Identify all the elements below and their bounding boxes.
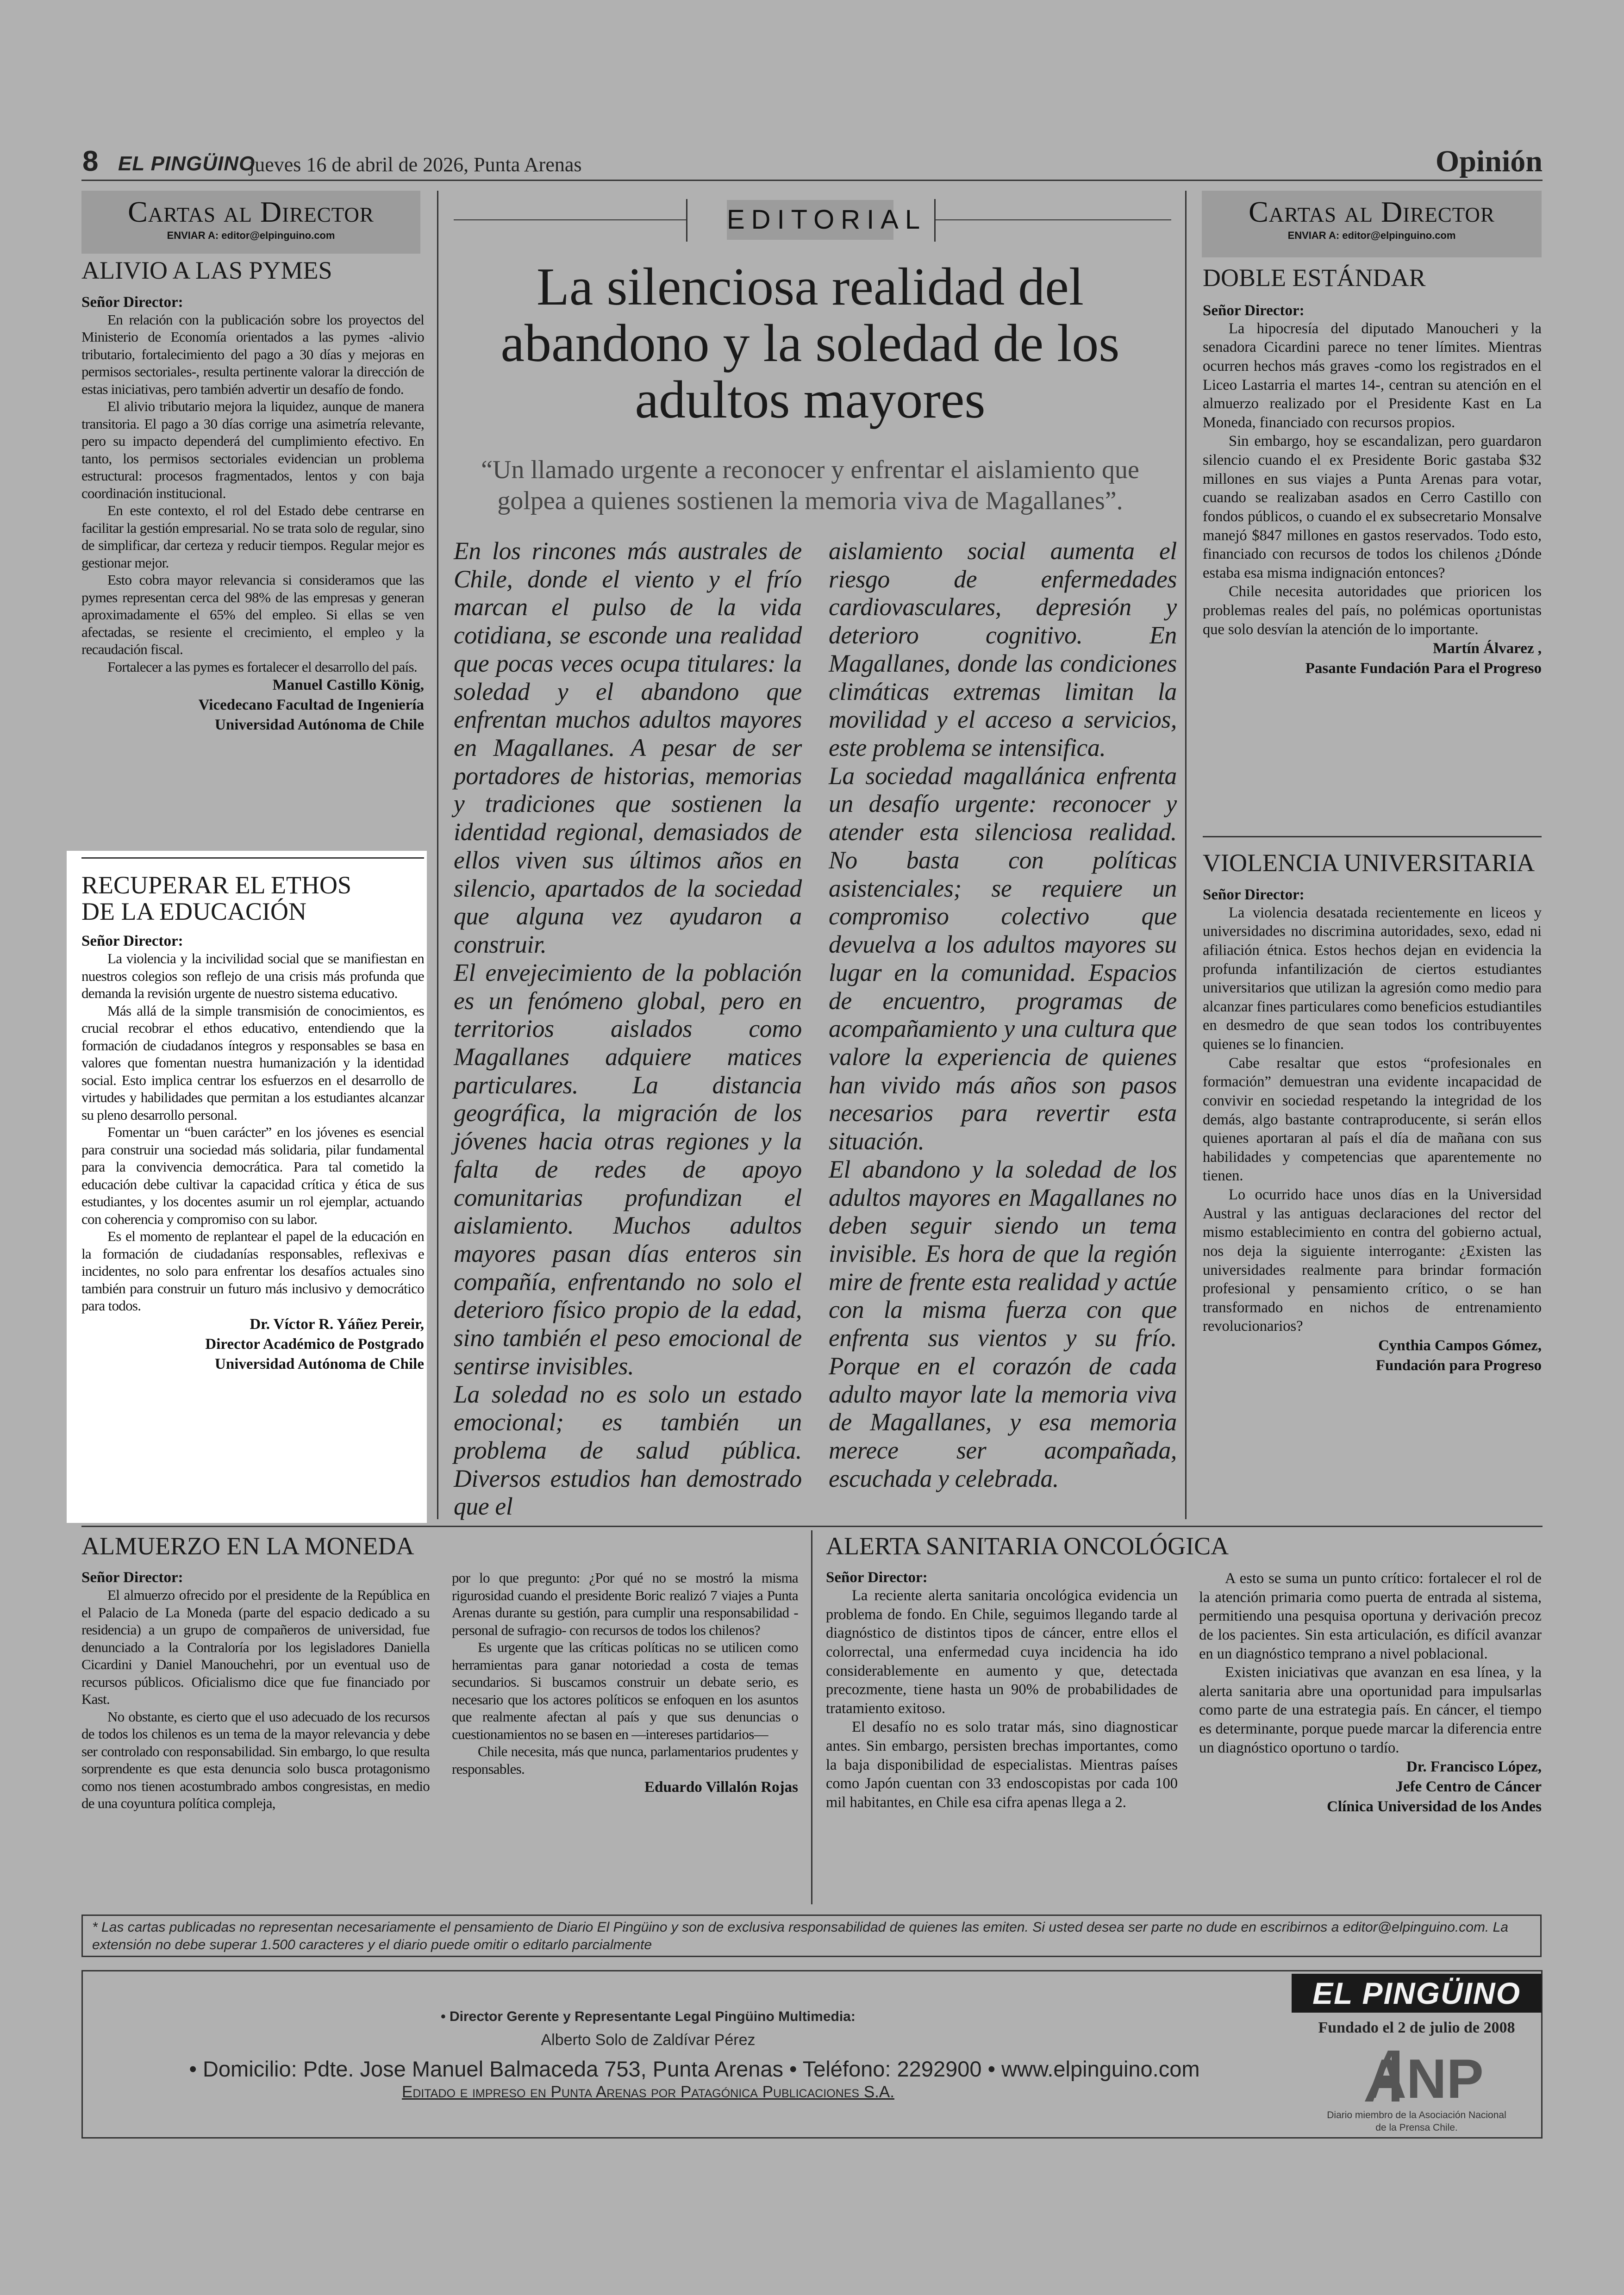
paragraph: El alivio tributario mejora la liquidez, aunque de manera transitoria. El pago a 30 días corrige una asimetría relevante, pero su impacto dependerá del cumplimiento efectivo. En tanto, los permisos sectoriales evidencian un problema estructural: procesos fragmentados, lentos y con baja coordinación institucional. — [81, 398, 424, 501]
letter-salutation: Señor Director: — [1203, 302, 1305, 319]
letter-almuerzo-col2 — [452, 1569, 798, 1797]
paragraph: por lo que pregunto: ¿Por qué no se mostró la misma rigurosidad cuando el presidente Boric realizó 7 viajes a Punta Arenas durante su gestión, para cumplir una responsabilidad -personal de sufragio- con recursos de todos los chilenos? — [452, 1570, 798, 1638]
cartas-title: Cartas al Director — [128, 195, 374, 228]
editorial-subtitle: “Un llamado urgente a reconocer y enfrentar el aislamiento que golpea a quienes sostienen la memoria viva de Magallanes”. — [481, 455, 1139, 516]
letter-title-almuerzo: ALMUERZO EN LA MONEDA — [81, 1532, 414, 1560]
signature-line: Director Académico de Postgrado — [205, 1335, 424, 1353]
signature-line: Dr. Francisco López, — [1406, 1759, 1542, 1776]
editorial-label: EDITORIAL — [727, 200, 893, 240]
letter-salutation: Señor Director: — [81, 1569, 183, 1586]
anp-caption: Diario miembro de la Asociación Nacional de la Prensa Chile. — [1327, 2110, 1506, 2133]
paragraph: Existen iniciativas que avanzan en esa línea, y la alerta sanitaria abre una oportunidad para impulsarlas como parte de una estrategia país. En cáncer, el tiempo es determinante, porque puede marcar la diferencia entre un diagnóstico oportuno o tardío. — [1199, 1664, 1542, 1756]
letter-title-alerta: ALERTA SANITARIA ONCOLÓGICA — [826, 1532, 1229, 1560]
editorial-column-1 — [454, 537, 802, 1521]
paragraph: En este contexto, el rol del Estado debe centrarse en facilitar la gestión empresarial. No se trata solo de regular, sino de simplificar, dar certeza y reducir tiempos. Regular mejor es gestionar mejor. — [81, 502, 424, 571]
paragraph: Es urgente que las críticas políticas no se utilicen como herramientas para ganar notoriedad a costa de temas secundarios. Si buscamos construir un debate serio, es necesario que los actores políticos se enfoquen en los asuntos que realmente afectan al país y que sus denuncias o cuestionamientos no se basen en —intereses partidarios— — [452, 1639, 798, 1742]
editorial-rule-right — [935, 219, 1171, 220]
paragraph: La violencia y la incivilidad social que se manifiestan en nuestros colegios son reflejo de una crisis más profunda que demanda la revisión urgente de nuestro sistema educativo. — [81, 950, 424, 1002]
header-rule — [81, 180, 1543, 181]
letter-title: ALIVIO A LAS PYMES — [81, 256, 332, 284]
paragraph: Más allá de la simple transmisión de conocimientos, es crucial recobrar el ethos educativo, entendiendo que la formación de ciudadanos íntegros y responsables se basa en valores que fomentan nuestra humanización y la identidad social. Esto implica centrar los esfuerzos en el desarrollo de virtudes y habilidades que permitan a los estudiantes alcanzar su pleno desarrollo personal. — [81, 1002, 424, 1123]
section-title: Opinión — [1435, 144, 1543, 178]
letter-body — [1203, 319, 1542, 639]
paragraph: La reciente alerta sanitaria oncológica evidencia un problema de fondo. En Chile, seguimos llegando tarde al diagnóstico de distintos tipos de cáncer, entre ellos el colorrectal, una enfermedad cuya incidencia ha ido considerablemente en aumento y que, detectada precozmente, tiene hasta un 90% de probabilidades de tratamiento exitoso. — [826, 1587, 1178, 1717]
signature-line: Eduardo Villalón Rojas — [644, 1779, 798, 1796]
letter-alerta-col1 — [826, 1569, 1178, 1812]
column-separator — [811, 1530, 812, 1904]
cartas-send-to[interactable]: ENVIAR A: editor@elpinguino.com — [1287, 230, 1456, 241]
paragraph: El desafío no es solo tratar más, sino diagnosticar antes. Sin embargo, persisten brechas importantes, como la baja disponibilidad de especialistas. Mientras países como Japón cuentan con 33 endoscopistas por cada 100 mil habitantes, en Chile esa cifra apenas llega a 2. — [826, 1719, 1178, 1811]
letter-signature — [1199, 1757, 1542, 1817]
anp-logo-text: ANP — [1366, 2048, 1484, 2106]
editorial-column-2 — [829, 537, 1177, 1492]
letter-signature — [81, 1315, 424, 1374]
signature-line: Vicedecano Facultad de Ingeniería — [198, 697, 424, 714]
editorial-rule-tick — [686, 199, 687, 242]
letter-title: VIOLENCIA UNIVERSITARIA — [1203, 849, 1535, 877]
letter-body — [826, 1586, 1178, 1812]
cartas-title: Cartas al Director — [1249, 195, 1495, 228]
divider — [81, 857, 424, 859]
letter-signature — [1203, 639, 1542, 679]
letter-signature — [452, 1777, 798, 1797]
letter-violencia — [1203, 850, 1542, 1376]
column-separator — [437, 191, 438, 1519]
editorial-rule-tick — [934, 199, 936, 242]
printed-by: Editado e impreso en Punta Arenas por Patagónica Publicaciones S.A. — [402, 2083, 894, 2101]
column-separator — [1185, 191, 1187, 1519]
letter-body — [81, 311, 424, 676]
paragraph: En los rincones más australes de Chile, donde el viento y el frío marcan el pulso de la vida cotidiana, se esconde una realidad que pocas veces ocupa titulares: la soledad y el abandono que enfrentan muchos adultos mayores en Magallanes. A pesar de ser portadores de historias, memorias y tradiciones que sostienen la identidad regional, demasiados de ellos viven sus últimos años en silencio, apartados de la sociedad que alguna vez ayudaron a construir. — [454, 537, 802, 959]
paragraph: La sociedad magallánica enfrenta un desafío urgente: reconocer y atender esta silenciosa realidad. No basta con políticas asistenciales; se requiere un compromiso colectivo que devuelva a los adultos mayores su lugar en la comunidad. Espacios de encuentro, programas de acompañamiento y una cultura que valore la experiencia de quienes han vivido más años son pasos necesarios para revertir esta situación. — [829, 761, 1177, 1155]
signature-line: Universidad Autónoma de Chile — [215, 1355, 424, 1372]
founded-date: Fundado el 2 de julio de 2008 — [1318, 2019, 1515, 2036]
paragraph: La soledad no es solo un estado emocional; es también un problema de salud pública. Diversos estudios han demostrado que el — [454, 1380, 802, 1521]
letter-body — [81, 1586, 430, 1812]
paragraph: La violencia desatada recientemente en liceos y universidades no discrimina autoridades, sexo, edad ni afiliación étnica. Estos hechos dejan en evidencia la profunda infantilización de ciertos estudiantes universitarios que utilizan la agresión como medio para alcanzar fines particulares como beneficios estudiantiles en desmedro de que sean todos los contribuyentes quienes se lo financien. — [1203, 904, 1542, 1053]
letter-title: DOBLE ESTÁNDAR — [1203, 264, 1426, 292]
letter-salutation: Señor Director: — [1203, 886, 1305, 903]
anp-logo-icon — [1355, 2046, 1494, 2106]
letter-title: RECUPERAR EL ETHOS DE LA EDUCACIÓN — [81, 871, 352, 925]
letter-doble — [1203, 265, 1542, 679]
paragraph: No obstante, es cierto que el uso adecuado de los recursos de todos los chilenos es un tema de la mayor relevancia y debe ser controlado con responsabilidad. Sin embargo, lo que resulta sorprendente es que esta denuncia solo busca protagonismo como nos tienen acostumbrado ambos congresistas, en medio de una coyuntura política compleja, — [81, 1708, 430, 1811]
paragraph: Fomentar un “buen carácter” en los jóvenes es esencial para construir una sociedad más solidaria, pilar fundamental para la convivencia democrática. Para tal cometido la educación debe cultivar la capacidad crítica y ética de sus estudiantes, y los docentes asumir un rol ejemplar, actuando con coherencia y compromiso con su labor. — [81, 1124, 424, 1227]
letter-body — [452, 1569, 798, 1777]
masthead-logo[interactable]: EL PINGÜINO — [118, 152, 256, 175]
letter-body — [1199, 1569, 1542, 1757]
paragraph: Chile necesita, más que nunca, parlamentarios prudentes y responsables. — [452, 1743, 798, 1777]
letter-signature — [1203, 1336, 1542, 1376]
signature-line: Clínica Universidad de los Andes — [1327, 1798, 1542, 1815]
date-line: jueves 16 de abril de 2026, Punta Arenas — [249, 153, 582, 176]
letter-body — [1203, 904, 1542, 1336]
letter-body — [81, 950, 424, 1315]
letter-alerta-col2 — [1199, 1569, 1542, 1817]
letter-salutation: Señor Director: — [81, 933, 183, 950]
paragraph: A esto se suma un punto crítico: fortalecer el rol de la atención primaria como puerta de entrada al sistema, permitiendo una pesquisa oportuna y derivación precoz de los pacientes. Sin esta articulación, es difícil avanzar en un diagnóstico temprano a nivel poblacional. — [1199, 1570, 1542, 1662]
letter-almuerzo-col1 — [81, 1569, 430, 1812]
signature-line: Jefe Centro de Cáncer — [1395, 1778, 1542, 1796]
signature-line: Manuel Castillo König, — [272, 677, 424, 694]
letter-ethos — [81, 872, 424, 1374]
paragraph: Cabe resaltar que estos “profesionales en formación” demuestran una evidente incapacidad de convivir en sociedad respetando la integridad de los demás, algo bastante contraproducente, si serán ellos quienes aportaran al país el día de mañana con sus habilidades y competencias que aparentemente no tienen. — [1203, 1054, 1542, 1185]
paragraph: En relación con la publicación sobre los proyectos del Ministerio de Economía orientados a las pymes -alivio tributario, fortalecimiento del pago a 30 días y mejoras en permisos sectoriales-, resulta pertinente valorar la dirección de estas iniciativas, pero también advertir un desafío de fondo. — [81, 311, 424, 397]
paragraph: La hipocresía del diputado Manoucheri y la senadora Cicardini parece no tener límites. Mientras ocurren hechos más graves -como los registrados en el Liceo Lastarria el martes 14-, centran su atención en el almuerzo realizado por el Presidente Kast en La Moneda, financiado con recursos propios. — [1203, 320, 1542, 431]
paragraph: Esto cobra mayor relevancia si consideramos que las pymes representan cerca del 98% de las empresas y generan aproximadamente el 65% del empleo. Si ellas se ven afectadas, se resiente el crecimiento, el empleo y la recaudación fiscal. — [81, 572, 424, 658]
paragraph: El abandono y la soledad de los adultos mayores en Magallanes no deben seguir siendo un tema invisible. Es hora de que la región mire de frente esta realidad y actúe con la misma fuerza con que enfrenta sus vientos y su frío. Porque en el corazón de cada adulto mayor late la memoria viva de Magallanes, y esa memoria merece ser acompañada, escuchada y celebrada. — [829, 1155, 1177, 1492]
divider — [81, 1526, 1543, 1527]
cartas-send-to[interactable]: ENVIAR A: editor@elpinguino.com — [167, 230, 335, 241]
letter-signature — [81, 675, 424, 735]
letter-salutation: Señor Director: — [81, 293, 183, 311]
signature-line: Martín Álvarez , — [1433, 640, 1542, 657]
signature-line: Fundación para Progreso — [1375, 1357, 1542, 1374]
contact-line[interactable]: • Domicilio: Pdte. Jose Manuel Balmaceda 753, Punta Arenas • Teléfono: 2292900 • www.elpinguino.com — [189, 2057, 1200, 2081]
disclaimer-note: * Las cartas publicadas no representan necesariamente el pensamiento de Diario El Pingüino y son de exclusiva responsabilidad de quienes las emiten. Si usted desea ser parte no dude en escribirnos a editor@elpinguino.com. La extensión no debe superar 1.500 caracteres y el diario puede omitir o editarlo parcialmente — [81, 1915, 1542, 1957]
paragraph: Chile necesita autoridades que prioricen los problemas reales del país, no polémicas oportunistas que solo desvían la atención de lo importante. — [1203, 583, 1542, 638]
paragraph: Es el momento de replantear el papel de la educación en la formación de ciudadanías responsables, reflexivas e incidentes, no solo para enfrentar los desafíos actuales sino también para construir un futuro más inclusivo y democrático para todos. — [81, 1228, 424, 1314]
paragraph: Lo ocurrido hace unos días en la Universidad Austral y las antiguas declaraciones del rector del mismo establecimiento en contra del gobierno actual, nos deja la siguiente interrogante: ¿Existen las universidades realmente para brindar formación profesional y pensamiento crítico, o se han transformado en nichos de entrenamiento revolucionarios? — [1203, 1186, 1542, 1335]
signature-line: Cynthia Campos Gómez, — [1378, 1337, 1542, 1354]
footer-logo[interactable]: EL PINGÜINO — [1292, 1974, 1542, 2013]
director-name: Alberto Solo de Zaldívar Pérez — [541, 2031, 756, 2049]
signature-line: Universidad Autónoma de Chile — [215, 716, 424, 733]
page-number: 8 — [82, 145, 99, 177]
divider — [1203, 836, 1542, 837]
paragraph: El envejecimiento de la población es un fenómeno global, pero en territorios aislados como Magallanes adquiere matices particulares. La distancia geográfica, la migración de los jóvenes hacia otras regiones y la falta de redes de apoyo comunitarias profundizan el aislamiento. Muchos adultos mayores pasan días enteros sin compañía, enfrentando no solo el deterioro físico propio de la edad, sino también el peso emocional de sentirse invisibles. — [454, 958, 802, 1380]
editorial-rule-left — [454, 219, 687, 220]
paragraph: aislamiento social aumenta el riesgo de enfermedades cardiovasculares, depresión y deterioro cognitivo. En Magallanes, donde las condiciones climáticas extremas limitan la movilidad y el acceso a servicios, este problema se intensifica. — [829, 537, 1177, 762]
signature-line: Pasante Fundación Para el Progreso — [1305, 660, 1542, 677]
letter-salutation: Señor Director: — [826, 1569, 928, 1586]
paragraph: Fortalecer a las pymes es fortalecer el desarrollo del país. — [107, 658, 417, 675]
director-label: • Director Gerente y Representante Legal Pingüino Multimedia: — [441, 2009, 856, 2024]
cartas-al-director-header-left — [81, 191, 420, 254]
signature-line: Dr. Víctor R. Yáñez Pereir, — [250, 1316, 424, 1333]
cartas-al-director-header-right — [1202, 191, 1542, 257]
letter-pymes — [81, 257, 424, 735]
editorial-title: La silenciosa realidad del abandono y la soledad de los adultos mayores — [500, 257, 1120, 430]
paragraph: Sin embargo, hoy se escandalizan, pero guardaron silencio cuando el ex Presidente Boric gastaba $32 millones en sus viajes a Punta Arenas para votar, cuando se realizaban asados en Cerro Castillo con fondos públicos, o cuando el ex subsecretario Monsalve manejó $847 millones en gastos reservados. Todo esto, financiado con recursos de todos los chilenos ¿Dónde estaba esa misma indignación entonces? — [1203, 433, 1542, 581]
paragraph: El almuerzo ofrecido por el presidente de la República en el Palacio de La Moneda (parte del espacio dedicado a su residencia) a un grupo de compañeros de universidad, fue denunciado a la Contraloría por los legisladores Daniella Cicardini y Daniel Manouchehri, por un eventual uso de recursos públicos. Oficialismo dice que fue financiado por Kast. — [81, 1587, 430, 1707]
